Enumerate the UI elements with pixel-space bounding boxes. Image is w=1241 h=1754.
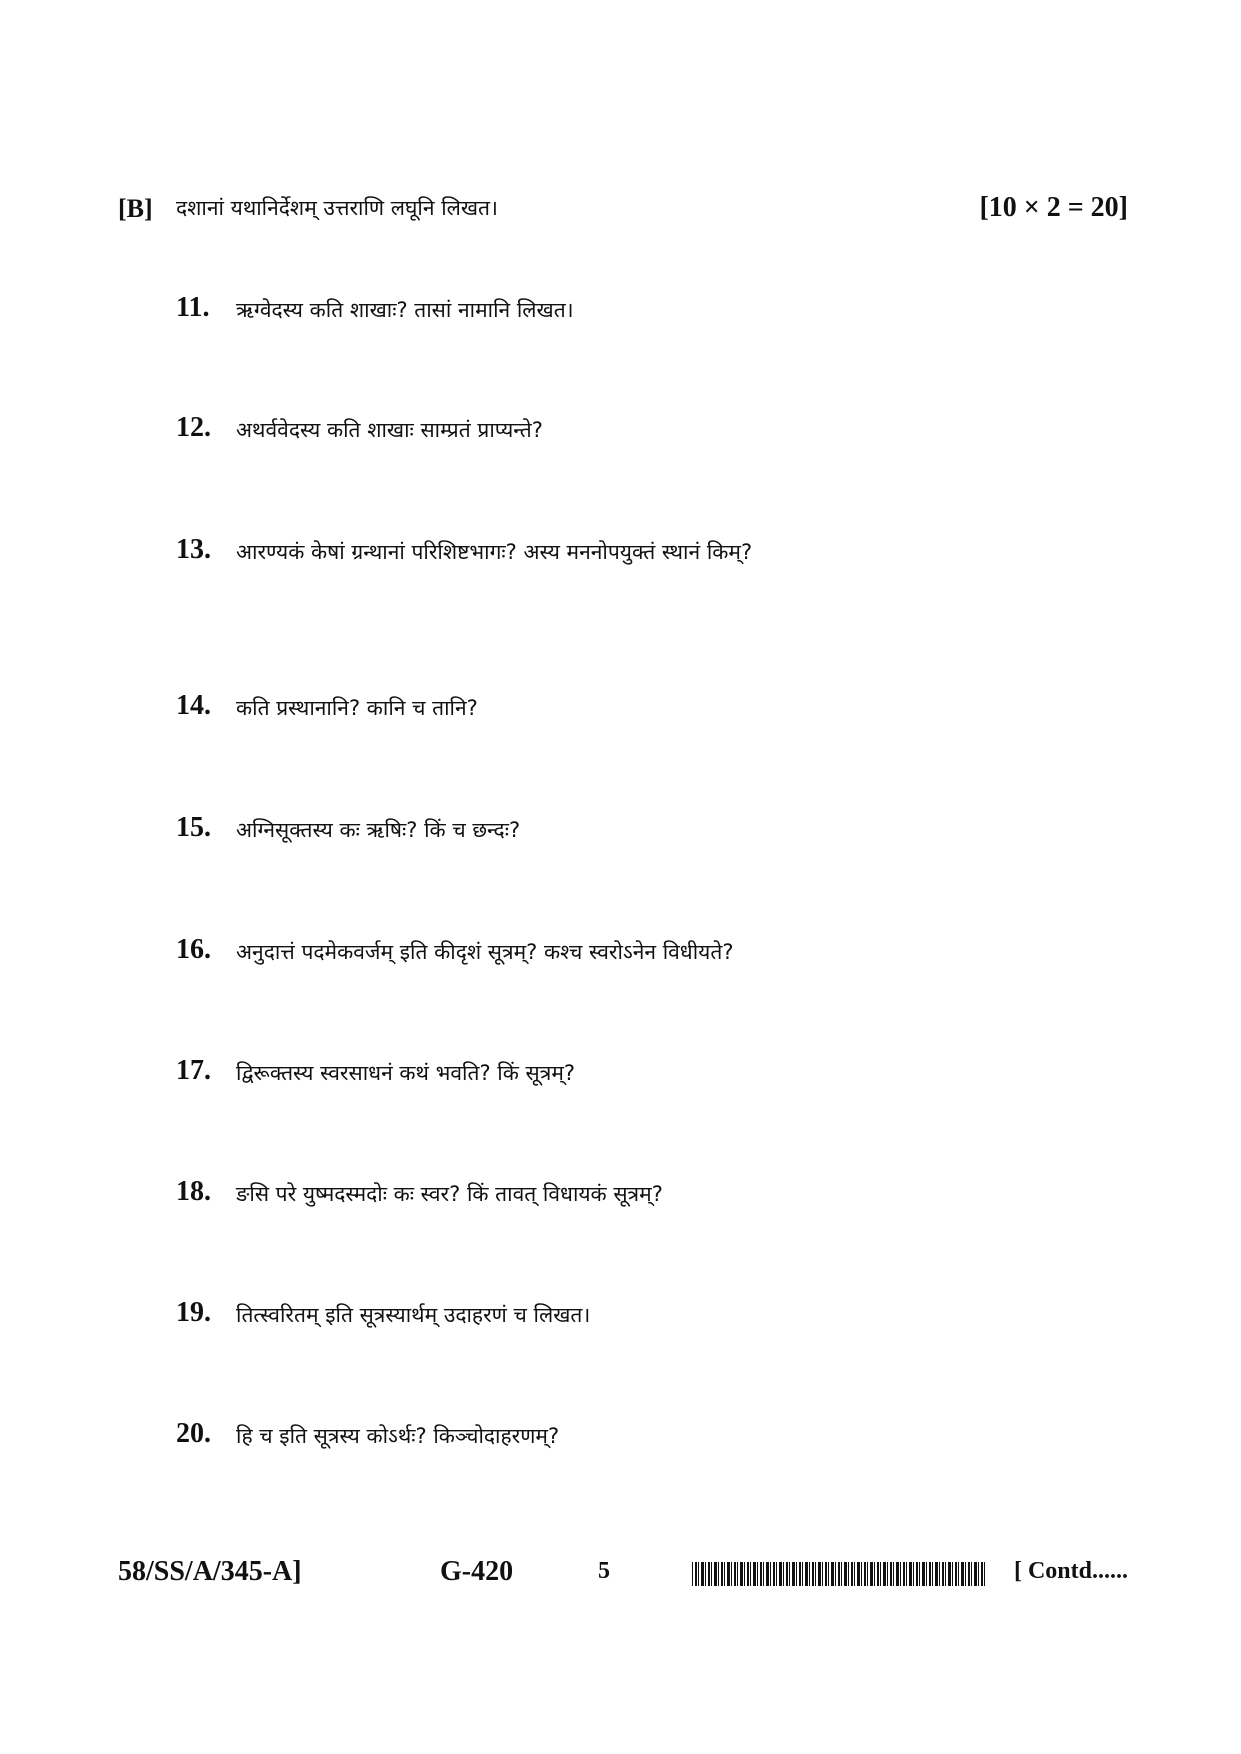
question-text: हि च इति सूत्रस्य कोऽर्थः? किञ्चोदाहरणम्? — [236, 1424, 560, 1448]
question-number: 17. — [176, 1055, 211, 1086]
page-footer — [118, 1556, 1128, 1600]
page-number: 5 — [598, 1558, 610, 1584]
question-text: अथर्ववेदस्य कति शाखाः साम्प्रतं प्राप्यन्ते? — [236, 418, 543, 442]
question-text: ऋग्वेदस्य कति शाखाः? तासां नामानि लिखत। — [236, 298, 574, 322]
series-code: G-420 — [440, 1556, 514, 1587]
continued-label: [ Contd...... — [1013, 1558, 1128, 1584]
question-number: 13. — [176, 534, 211, 565]
question-number: 15. — [176, 812, 211, 843]
question-16 — [176, 934, 1076, 974]
question-12 — [176, 412, 1076, 452]
question-text: कति प्रस्थानानि? कानि च तानि? — [236, 696, 478, 720]
question-number: 14. — [176, 690, 211, 721]
question-18 — [176, 1176, 1076, 1216]
question-19 — [176, 1297, 1076, 1337]
question-text: अनुदात्तं पदमेकवर्जम् इति कीदृशं सूत्रम्? कश्च स्वरोऽनेन विधीयते? — [236, 940, 734, 964]
question-number: 12. — [176, 412, 211, 443]
question-text: द्विरूक्तस्य स्वरसाधनं कथं भवति? किं सूत्रम्? — [236, 1061, 576, 1085]
question-number: 16. — [176, 934, 211, 965]
question-number: 19. — [176, 1297, 211, 1328]
section-marks: [10 × 2 = 20] — [979, 192, 1128, 223]
question-11 — [176, 292, 1076, 332]
question-15 — [176, 812, 1076, 852]
question-20 — [176, 1418, 1076, 1458]
section-label: [B] — [118, 194, 153, 223]
paper-code: 58/SS/A/345-A] — [118, 1556, 302, 1587]
question-text: तित्स्वरितम् इति सूत्रस्यार्थम् उदाहरणं च लिखत। — [236, 1303, 591, 1327]
section-instruction: दशानां यथानिर्देशम् उत्तराणि लघूनि लिखत। — [176, 196, 498, 220]
question-number: 11. — [176, 292, 210, 323]
question-text: आरण्यकं केषां ग्रन्थानां परिशिष्टभागः? अस्य मननोपयुक्तं स्थानं किम्? — [236, 540, 753, 564]
question-13 — [176, 534, 1076, 574]
barcode-icon — [692, 1562, 986, 1586]
question-17 — [176, 1055, 1076, 1095]
section-header — [118, 190, 1128, 230]
question-text: अग्निसूक्तस्य कः ऋषिः? किं च छन्दः? — [236, 818, 521, 842]
question-14 — [176, 690, 1076, 730]
question-number: 18. — [176, 1176, 211, 1207]
question-text: ङसि परे युष्मदस्मदोः कः स्वर? किं तावत् विधायकं सूत्रम्? — [236, 1182, 663, 1206]
question-number: 20. — [176, 1418, 211, 1449]
